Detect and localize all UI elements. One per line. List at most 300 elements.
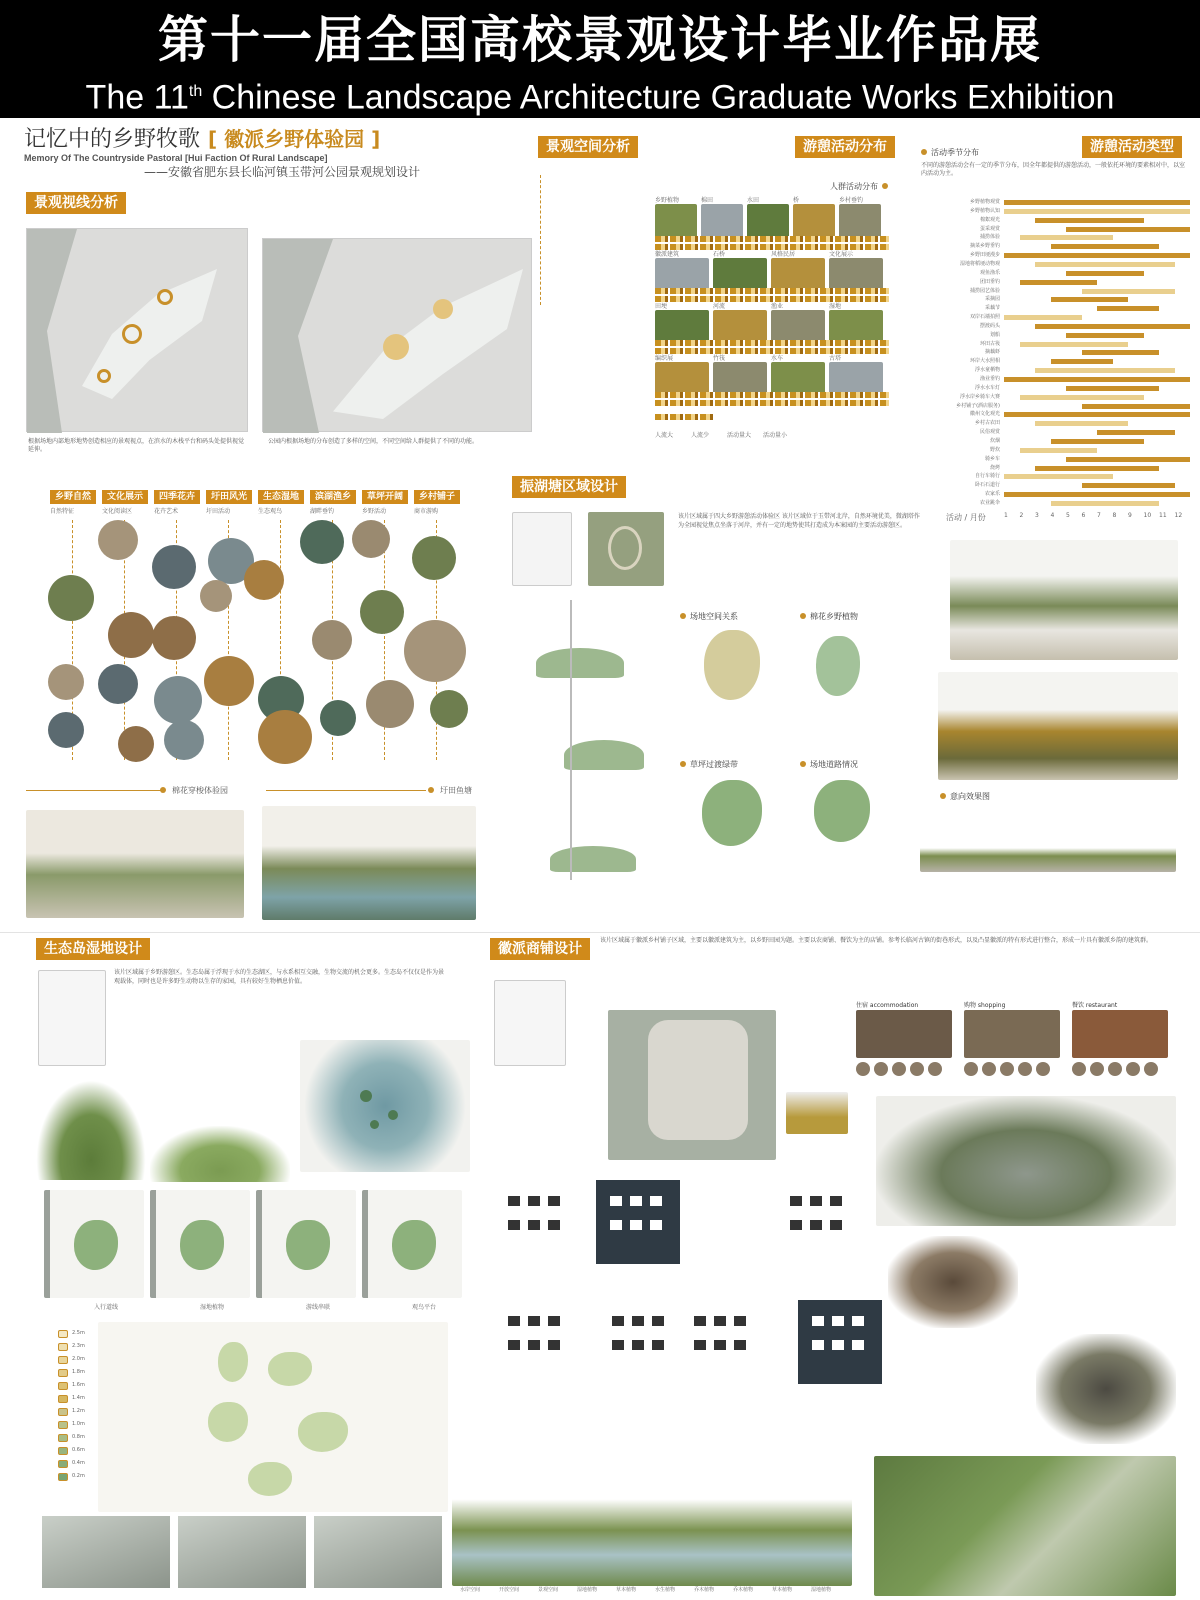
section-label: 开放空间 <box>499 1587 520 1593</box>
month-tick: 6 <box>1081 512 1086 519</box>
pond-section <box>920 832 1176 872</box>
activity-photo-label: 水田 <box>747 197 760 204</box>
theme-photo-circle <box>152 545 196 589</box>
theme-tag: 乡村铺子 <box>414 490 460 504</box>
building-footprint <box>632 1340 644 1350</box>
activity-item-label: 骑乡车 <box>984 455 1000 462</box>
activity-gantt-bar <box>1082 289 1175 294</box>
activity-item-label: 农业跳伞 <box>979 499 1000 506</box>
pond-sub1: 场地空间关系 <box>690 612 738 621</box>
shops-para: 该片区域属于徽派乡村铺子区域，主要以徽派建筑为主，以乡野田园为题。主要以农商铺、餐饮为主的店铺。参考长临河古镇的街巷形式，以及凸显徽派的特有形式进行整合，形成一片具有徽派乡韵的建筑群。 <box>600 937 1153 944</box>
pond-key-map <box>512 512 572 586</box>
activity-gantt-bar <box>1020 280 1098 285</box>
elevation-value: 2.5m <box>72 1330 85 1336</box>
activity-item-label: 自行车骑行 <box>974 473 1000 480</box>
theme-photo-circle <box>366 680 414 728</box>
activity-item-label: 卧石石道行 <box>974 482 1000 489</box>
section-tag-shops: 徽派商铺设计 <box>490 938 590 960</box>
activity-photo <box>655 362 709 396</box>
elevation-value: 0.6m <box>72 1447 85 1453</box>
activity-intensity-bar <box>655 296 889 302</box>
activity-gantt-bar <box>1051 501 1160 506</box>
section-label: 水生植物 <box>655 1587 676 1593</box>
theme-sub: 圩田活动 <box>206 508 231 515</box>
bottom-aerial-render <box>874 1456 1176 1596</box>
elevation-swatch <box>58 1395 68 1403</box>
section-tag-activity-dist: 游憩活动分布 <box>795 136 895 158</box>
activity-photo-label: 徽派建筑 <box>655 251 680 258</box>
activity-legend-item: 活动量小 <box>763 432 788 439</box>
elevation-swatch <box>58 1382 68 1390</box>
building-footprint <box>832 1340 844 1350</box>
activity-item-label: 乡野田埂漫步 <box>969 252 1000 259</box>
activity-gantt-bar <box>1066 386 1159 391</box>
banner-title-cn: 第十一届全国高校景观设计毕业作品展 <box>158 11 1042 69</box>
elevation-value: 0.8m <box>72 1434 85 1440</box>
theme-photo-circle <box>430 690 468 728</box>
theme-sub: 文化阅读区 <box>102 508 133 515</box>
activity-photo-label: 湿地 <box>829 303 842 310</box>
activity-item-label: 蛋采观赏 <box>979 225 1000 232</box>
month-tick: 5 <box>1066 512 1070 519</box>
building-footprint <box>812 1316 824 1326</box>
pond-sub4: 场地道路情况 <box>810 760 858 769</box>
activity-item-label: 摘藕虾 <box>984 349 1000 356</box>
fishpond-scene <box>262 806 476 920</box>
section-label: 景观空间 <box>538 1587 559 1593</box>
theme-photo-circle <box>48 575 94 621</box>
activity-item-label: 乡村铺子(酒店服务) <box>956 402 1000 409</box>
building-footprint <box>528 1196 540 1206</box>
eco-aerial <box>300 1040 470 1172</box>
activity-photo <box>829 362 883 396</box>
section-tag-activity-type: 游憩活动类型 <box>1082 136 1182 158</box>
building-footprint <box>508 1316 520 1326</box>
activity-legend-item: 人流少 <box>691 432 710 439</box>
month-tick: 3 <box>1035 512 1039 519</box>
theme-sub: 湖畔垂钓 <box>310 508 335 515</box>
theme-tag: 四季花卉 <box>154 490 200 504</box>
activity-gantt-bar <box>1066 457 1190 462</box>
activity-item-label: 炊烟 <box>989 437 1000 444</box>
theme-photo-circle <box>200 580 232 612</box>
activity-gantt-bar <box>1004 253 1190 258</box>
eco-stage-label: 入行道线 <box>94 1304 119 1311</box>
building-footprint <box>852 1340 864 1350</box>
shop-material-swatch <box>1090 1062 1104 1076</box>
section-label: 湿地植物 <box>577 1587 598 1593</box>
activity-photo-label: 风格民居 <box>771 251 796 258</box>
activity-photo-label: 桥 <box>793 197 800 204</box>
building-footprint <box>810 1220 822 1230</box>
building-footprint <box>734 1316 746 1326</box>
section-tag-space: 景观空间分析 <box>538 136 638 158</box>
activity-gantt-bar <box>1035 368 1175 373</box>
project-subtitle: ——安徽省肥东县长临河镇玉带河公园景观规划设计 <box>144 165 421 179</box>
activity-item-label: 渔业垂钓 <box>979 376 1000 382</box>
activity-photo <box>655 310 709 344</box>
activity-gantt-bar <box>1004 377 1190 382</box>
elevation-swatch <box>58 1369 68 1377</box>
shop-render-street <box>1036 1334 1176 1444</box>
figure-ground-panel <box>680 1300 760 1376</box>
activity-item-label: 划船 <box>989 331 1000 338</box>
eco-stage-label: 观鸟平台 <box>412 1304 437 1311</box>
activity-gantt-bar <box>1082 350 1160 355</box>
shops-village-render <box>876 1096 1176 1226</box>
building-footprint <box>548 1340 560 1350</box>
shop-material-swatch <box>892 1062 906 1076</box>
section-label: 草本植物 <box>616 1587 637 1593</box>
activity-gantt-bar <box>1066 271 1144 276</box>
shop-material-swatch <box>874 1062 888 1076</box>
building-footprint <box>528 1316 540 1326</box>
section-tag-eco: 生态岛湿地设计 <box>36 938 150 960</box>
activity-item-label: 采藕节 <box>984 305 1000 312</box>
pond-render-1 <box>950 540 1178 660</box>
activity-gantt-bar <box>1051 244 1160 249</box>
building-footprint <box>548 1316 560 1326</box>
activity-item-label: 乡野植物认知 <box>969 207 1000 214</box>
theme-sub: 自然特征 <box>50 508 75 515</box>
activity-item-label: 野炊 <box>989 446 1000 453</box>
pond-para: 该片区域属于四大乡野游憩活动体验区 该片区域位于玉带河北岸，自然环境优美，微湖塔作为全园视觉焦点坐落于河岸，并有一定的地势使其打造成为本案园的主要活动游憩区。 <box>678 513 920 529</box>
section-label: 草本植物 <box>772 1587 793 1593</box>
month-tick: 7 <box>1097 512 1101 519</box>
activity-item-label: 乡村古农田 <box>974 420 1000 427</box>
theme-photo-circle <box>320 700 356 736</box>
shop-category-label: 餐饮 restaurant <box>1072 1002 1118 1009</box>
theme-photo-circle <box>164 720 204 760</box>
elevation-value: 0.2m <box>72 1473 85 1479</box>
activity-gantt-bar <box>1051 359 1113 364</box>
theme-photo-circle <box>412 536 456 580</box>
activity-item-label: 捕捞体验 <box>979 234 1000 241</box>
activity-gantt-bar <box>1051 439 1144 444</box>
theme-photo-circle <box>352 520 390 558</box>
crowd-label: 人群活动分布 <box>830 182 878 191</box>
activity-item-label: 环田古筏 <box>979 340 1000 347</box>
elevation-swatch <box>58 1330 68 1338</box>
elevation-value: 1.0m <box>72 1421 85 1427</box>
building-footprint <box>830 1220 842 1230</box>
month-tick: 4 <box>1050 512 1055 519</box>
building-footprint <box>650 1196 662 1206</box>
elevation-swatch <box>58 1460 68 1468</box>
elevation-swatch <box>58 1421 68 1429</box>
eco-para: 该片区域属于乡野游憩区。生态岛属于浮现于水的生态湖区，与水系相互交融，生物交流的机会更多。生态岛不仅仅是作为景观载体，同时也是许多野生动物以生存的家园，具有较好生物栖息价值。 <box>114 969 445 985</box>
elevation-swatch <box>58 1473 68 1481</box>
activity-intensity-bar <box>655 288 889 294</box>
theme-tag: 乡野自然 <box>50 490 96 504</box>
activity-gantt-bar <box>1020 235 1113 240</box>
activity-intensity-bar <box>655 244 889 250</box>
activity-gantt-bar <box>1082 483 1175 488</box>
month-tick: 8 <box>1112 512 1117 519</box>
activity-photo-label: 田埂 <box>655 303 668 310</box>
theme-photo-circle <box>98 664 138 704</box>
activity-photo-label: 渔业 <box>771 303 784 310</box>
activity-photo <box>839 204 881 238</box>
building-footprint <box>832 1316 844 1326</box>
space-note: 公园内根据场地的分布创造了多样的空间，不同空间给人群提供了不同的功能。 <box>268 438 479 445</box>
activity-photo <box>829 310 883 344</box>
activity-item-label: 农家乐 <box>984 491 1000 498</box>
crowd-dot <box>882 183 888 189</box>
theme-tag: 文化展示 <box>102 490 148 504</box>
activity-item-label: 采摘园 <box>984 296 1000 303</box>
activity-intensity-bar <box>655 236 889 242</box>
figure-ground-panel <box>776 1180 856 1256</box>
building-footprint <box>810 1196 822 1206</box>
theme-tag: 草坪开阔 <box>362 490 408 504</box>
activity-item-label: 团田垂钓 <box>979 278 1000 285</box>
building-footprint <box>714 1316 726 1326</box>
eco-key-map <box>38 970 106 1066</box>
activity-gantt-bar <box>1004 209 1190 214</box>
activity-item-label: 摆渡码头 <box>979 322 1000 329</box>
theme-tag: 生态湿地 <box>258 490 304 504</box>
shop-category-label: 购物 shopping <box>964 1002 1006 1009</box>
building-footprint <box>652 1316 664 1326</box>
activity-intensity-bar <box>655 400 889 406</box>
sightline-map <box>26 228 248 432</box>
section-label: 水岸空间 <box>460 1587 481 1593</box>
pond-aerial <box>588 512 664 586</box>
activity-gantt-bar <box>1035 324 1190 329</box>
activity-item-label: 徽州文化观光 <box>969 411 1000 418</box>
activity-photo <box>771 258 825 292</box>
eco-stage-label: 湿地植物 <box>200 1304 225 1311</box>
shop-material-swatch <box>1072 1062 1086 1076</box>
activity-gantt-bar <box>1004 315 1082 320</box>
shop-category-photo <box>856 1010 952 1058</box>
elevation-swatch <box>58 1434 68 1442</box>
project-title-bracket: [ 徽派乡野体验园 ] <box>208 127 381 151</box>
shop-material-swatch <box>1126 1062 1140 1076</box>
activity-item-label: 观鱼渔乐 <box>979 269 1000 276</box>
activity-photo-label: 竹筏 <box>713 355 726 362</box>
season-note: 不同的游憩活动会有一定的季节分布，因全年都提供的游憩活动，一般依托环境的要素相对中，以室内活动为主。 <box>921 162 1186 177</box>
building-footprint <box>508 1220 520 1230</box>
activity-intensity-bar <box>655 392 889 398</box>
figure-ground-panel <box>494 1180 574 1256</box>
shop-material-swatch <box>1018 1062 1032 1076</box>
month-tick: 1 <box>1004 512 1008 519</box>
shop-material-swatch <box>982 1062 996 1076</box>
shop-material-swatch <box>910 1062 924 1076</box>
bottom-section-render <box>452 1462 852 1586</box>
activity-photo <box>655 258 709 292</box>
building-footprint <box>612 1316 624 1326</box>
building-footprint <box>528 1220 540 1230</box>
elevation-value: 1.6m <box>72 1382 85 1388</box>
theme-sub: 商市游购 <box>414 508 439 515</box>
month-tick: 11 <box>1159 512 1167 519</box>
activity-photo-label: 水车 <box>771 355 784 362</box>
building-footprint <box>652 1340 664 1350</box>
building-footprint <box>528 1340 540 1350</box>
shop-material-swatch <box>928 1062 942 1076</box>
figure-ground-panel <box>494 1300 574 1376</box>
theme-photo-circle <box>360 590 404 634</box>
theme-photo-circle <box>300 520 344 564</box>
activity-legend-item: 活动量大 <box>727 432 752 439</box>
theme-photo-circle <box>118 726 154 762</box>
activity-photo-label: 乡村垂钓 <box>839 197 864 204</box>
month-tick: 2 <box>1019 512 1024 519</box>
eco-stage-label: 游线串联 <box>306 1304 331 1311</box>
activity-photo <box>747 204 789 238</box>
theme-photo-circle <box>404 620 466 682</box>
shop-category-photo <box>964 1010 1060 1058</box>
activity-intensity-bar <box>655 340 889 346</box>
activity-gantt-bar <box>1035 218 1144 223</box>
theme-photo-circle <box>108 612 154 658</box>
banner-title-en: The 11th Chinese Landscape Architecture Graduate Works Exhibition <box>85 78 1115 117</box>
theme-tag: 滨湖渔乡 <box>310 490 356 504</box>
building-footprint <box>610 1220 622 1230</box>
theme-photo-circle <box>312 620 352 660</box>
building-footprint <box>852 1316 864 1326</box>
theme-photo-circle <box>98 520 138 560</box>
building-footprint <box>694 1340 706 1350</box>
building-footprint <box>548 1220 560 1230</box>
building-footprint <box>610 1196 622 1206</box>
activity-photo <box>713 310 767 344</box>
activity-photo-label: 乡野植物 <box>655 197 680 204</box>
elevation-value: 0.4m <box>72 1460 85 1466</box>
elevation-value: 2.0m <box>72 1356 85 1362</box>
building-footprint <box>830 1196 842 1206</box>
activity-gantt-bar <box>1004 200 1190 205</box>
activity-item-label: 乡野植物观赏 <box>969 199 1000 205</box>
project-title-cn: 记忆中的乡野牧歌 <box>24 127 201 152</box>
activity-intensity-bar <box>655 348 889 354</box>
activity-photo <box>771 362 825 396</box>
building-footprint <box>632 1316 644 1326</box>
activity-photo-label: 河流 <box>713 303 726 310</box>
shop-category-label: 住宿 accommodation <box>856 1002 919 1009</box>
building-footprint <box>812 1340 824 1350</box>
theme-sub: 生态观鸟 <box>258 508 283 515</box>
building-footprint <box>612 1340 624 1350</box>
building-footprint <box>508 1196 520 1206</box>
theme-photo-circle <box>48 664 84 700</box>
activity-photo-label: 古塔 <box>829 355 842 362</box>
activity-photo-label: 石桥 <box>713 251 726 258</box>
season-dot <box>921 149 927 155</box>
activity-gantt-bar <box>1004 492 1190 497</box>
activity-item-label: 捕捞园艺体验 <box>969 287 1000 294</box>
activity-item-label: 棉絮观光 <box>979 216 1000 223</box>
activity-item-label: 摘菜乡野垂钓 <box>969 243 1000 250</box>
activity-photo <box>655 204 697 238</box>
activity-photo <box>793 204 835 238</box>
project-title-block <box>24 122 420 180</box>
activity-legend-item: 人流大 <box>655 432 674 439</box>
building-footprint <box>508 1340 520 1350</box>
section-label: 乔木植物 <box>733 1587 754 1593</box>
shop-category-photo <box>1072 1010 1168 1058</box>
elevation-swatch <box>58 1408 68 1416</box>
activity-gantt-bar <box>1035 262 1175 267</box>
activity-item-label: 烧烤 <box>989 464 1000 471</box>
strip-label-cotton: 棉花穿梭体验园 <box>172 786 228 795</box>
theme-sub: 花卉艺术 <box>154 508 179 515</box>
shop-material-swatch <box>1000 1062 1014 1076</box>
activity-gantt-bar <box>1004 412 1190 417</box>
space-map <box>262 238 532 432</box>
activity-gantt-bar <box>1082 404 1191 409</box>
activity-item-label: 浮水岸乡骑车大赛 <box>959 393 1000 400</box>
activity-gantt-bar <box>1097 306 1159 311</box>
pagoda-axis <box>570 600 572 880</box>
activity-gantt-bar <box>1035 466 1159 471</box>
activity-intensity-bar <box>655 414 715 420</box>
activity-gantt-bar <box>1097 430 1175 435</box>
theme-sub: 乡野活动 <box>362 508 387 515</box>
activity-item-label: 浮水水车灯 <box>974 384 1000 391</box>
exhibition-banner <box>0 0 1200 118</box>
shop-field-photo <box>786 1092 848 1134</box>
sightline-note: 根据场地内部地形地势创造相应的景观视点，在滨水的木栈平台和码头处提供视觉延伸。 <box>28 438 245 453</box>
activity-photo <box>771 310 825 344</box>
activity-gantt-bar <box>1004 474 1113 479</box>
strip-label-fish: 圩田鱼塘 <box>440 786 472 795</box>
building-footprint <box>790 1220 802 1230</box>
month-axis-label: 活动 / 月份 <box>946 513 986 522</box>
activity-item-label: 湿地将稻埂动物观 <box>959 260 1000 267</box>
pond-render-2 <box>938 672 1178 780</box>
theme-photo-circle <box>48 712 84 748</box>
activity-gantt-bar <box>1020 448 1098 453</box>
activity-photo <box>701 204 743 238</box>
shop-material-swatch <box>1108 1062 1122 1076</box>
shop-render-gate <box>888 1236 1018 1328</box>
theme-photo-circle <box>154 676 202 724</box>
theme-photo-circle <box>204 656 254 706</box>
activity-item-label: 浮水童栖物 <box>974 367 1000 374</box>
elevation-value: 1.8m <box>72 1369 85 1375</box>
pond-sub2: 棉花乡野植物 <box>810 612 858 621</box>
shop-material-swatch <box>964 1062 978 1076</box>
building-footprint <box>694 1316 706 1326</box>
month-tick: 9 <box>1128 512 1132 519</box>
activity-gantt-bar <box>1051 297 1129 302</box>
shop-material-swatch <box>856 1062 870 1076</box>
building-footprint <box>790 1196 802 1206</box>
section-tag-sightline: 景观视线分析 <box>26 192 126 214</box>
theme-photo-circle <box>152 616 196 660</box>
activity-gantt-bar <box>1020 342 1129 347</box>
shop-material-swatch <box>1144 1062 1158 1076</box>
activity-item-label: 民俗观赏 <box>979 429 1000 436</box>
elevation-value: 1.2m <box>72 1408 85 1414</box>
elevation-swatch <box>58 1447 68 1455</box>
season-label: 活动季节分布 <box>931 148 979 157</box>
section-label: 乔木植物 <box>694 1587 715 1593</box>
activity-gantt-bar <box>1035 421 1128 426</box>
eco-render-boardwalk <box>36 1080 146 1180</box>
elevation-swatch <box>58 1356 68 1364</box>
activity-photo <box>713 258 767 292</box>
cotton-scene <box>26 810 244 918</box>
building-footprint <box>650 1220 662 1230</box>
figure-ground-panel <box>598 1300 678 1376</box>
eco-topo-map <box>98 1322 448 1512</box>
activity-photo-label: 棉田 <box>701 197 714 204</box>
